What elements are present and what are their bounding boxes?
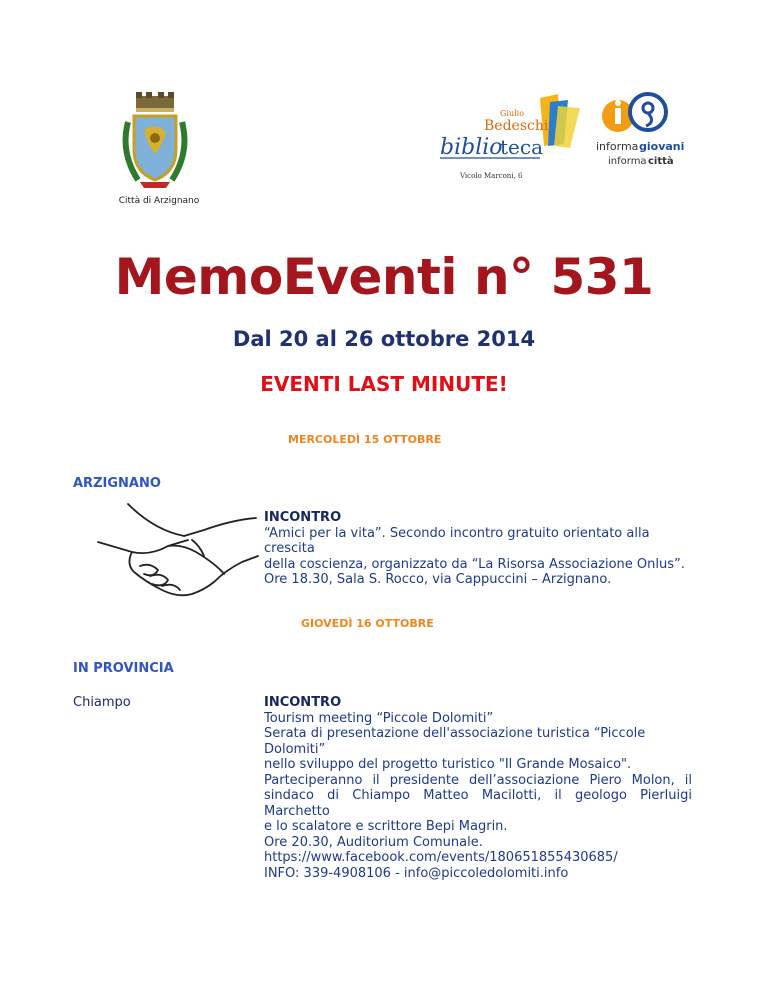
city-coat-of-arms — [118, 92, 192, 192]
ig-line2-b: città — [648, 156, 674, 167]
event-incontro-chiampo — [264, 695, 692, 881]
event-line: e lo scalatore e scrittore Bepi Magrin. — [264, 819, 508, 834]
ig-line2-a: informa — [608, 156, 647, 167]
handshake-icon — [92, 500, 260, 608]
event-line: Serata di presentazione dell'associazione turistica “Piccole Dolomiti” — [264, 726, 646, 757]
event-incontro-arzignano — [264, 510, 692, 588]
date-range: Dal 20 al 26 ottobre 2014 — [232, 327, 536, 351]
event-line: Ore 20.30, Auditorium Comunale. — [264, 834, 483, 850]
ig-line1-a: informa — [596, 140, 639, 153]
library-logo-firstname: Giulio — [500, 109, 525, 118]
city-name: Città di Arzignano — [118, 196, 200, 206]
event-line: Ore 18.30, Sala S. Rocco, via Cappuccini – Arzignano. — [264, 572, 612, 587]
event-line: della coscienza, organizzato da “La Risorsa Associazione Onlus”. — [264, 556, 685, 572]
ig-line1-b: giovani — [639, 140, 684, 153]
event-line: “Amici per la vita”. Secondo incontro gratuito orientato alla crescita — [264, 525, 650, 556]
library-logo-teca: teca — [500, 135, 543, 159]
event-line: nello sviluppo del progetto turistico "Il Grande Mosaico". — [264, 757, 632, 772]
event-line: Parteciperanno il presidente dell’associazione Piero Molon, il — [264, 772, 692, 788]
library-logo — [440, 92, 590, 166]
section-heading-arzignano: ARZIGNANO — [73, 476, 161, 491]
library-address: Vicolo Marconi, 6 — [460, 172, 523, 180]
event-location: Chiampo — [73, 695, 131, 710]
event-title: INCONTRO — [264, 695, 342, 710]
section-heading-provincia: IN PROVINCIA — [73, 661, 174, 676]
event-line: Tourism meeting “Piccole Dolomiti” — [264, 710, 494, 726]
day-label: GIOVEDÌ 16 OTTOBRE — [301, 617, 434, 630]
event-contact[interactable]: INFO: 339-4908106 - info@piccoledolomiti.info — [264, 865, 569, 881]
informagiovani-logo — [594, 92, 684, 172]
library-logo-surname: Bedeschi — [484, 118, 549, 134]
library-logo-biblio: biblio — [440, 135, 503, 160]
event-title: INCONTRO — [264, 510, 342, 525]
event-line: sindaco di Chiampo Matteo Macilotti, il geologo Pierluigi Marchetto — [264, 788, 692, 819]
event-link[interactable]: https://www.facebook.com/events/180651855430685/ — [264, 850, 618, 865]
day-label: MERCOLEDÌ 15 OTTOBRE — [288, 433, 442, 446]
last-minute-banner: EVENTI LAST MINUTE! — [260, 372, 508, 396]
page-title: MemoEventi n° 531 — [114, 248, 654, 306]
